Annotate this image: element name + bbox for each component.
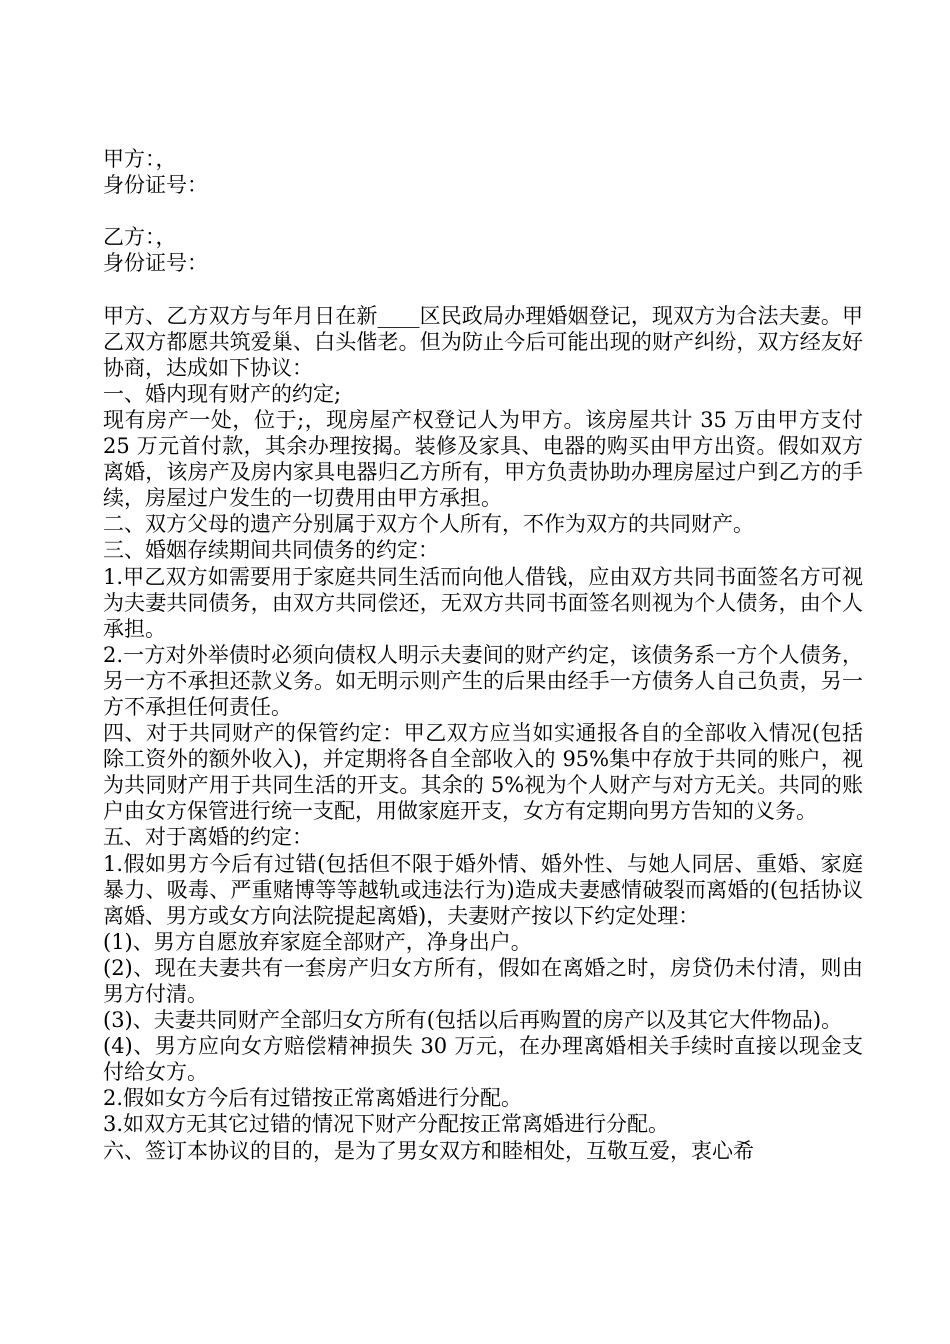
document-page xyxy=(103,146,863,1164)
section-heading: 三、婚姻存续期间共同债务的约定： xyxy=(103,538,439,563)
intro-paragraph: 甲方、乙方双方与年月日在新____区民政局办理婚姻登记，现双方为合法夫妻。甲乙双方都愿共筑爱巢、白头偕老。但为防止今后可能出现的财产纠纷，双方经友好协商，达成如下协议： xyxy=(103,303,863,380)
section-paragraph: (4)、男方应向女方赔偿精神损失 30 万元，在办理离婚相关手续时直接以现金支付给女方。 xyxy=(103,1034,863,1085)
section-paragraph: 四、对于共同财产的保管约定：甲乙双方应当如实通报各自的全部收入情况(包括除工资外的额外收入)，并定期将各自全部收入的 95%集中存放于共同的账户，视为共同财产用于共同生活的开支。其余的 5%视为个人财产与对方无关。共同的账户由女方保管进行统一支配，用做家庭开支，女方有定期向男方告知的义务。 xyxy=(103,721,863,824)
spacer xyxy=(103,276,863,302)
section-paragraph: (2)、现在夫妻共有一套房产归女方所有，假如在离婚之时，房贷仍未付清，则由男方付清。 xyxy=(103,955,863,1006)
party-a-name: 甲方：， xyxy=(103,147,177,171)
party-a-id: 身份证号： xyxy=(103,173,208,198)
section-paragraph: (1)、男方自愿放弃家庭全部财产，净身出户。 xyxy=(103,929,532,954)
section-heading: 二、双方父母的遗产分别属于双方个人所有，不作为双方的共同财产。 xyxy=(103,512,754,537)
party-b-name: 乙方：， xyxy=(103,225,177,250)
section-paragraph: 1.假如男方今后有过错(包括但不限于婚外情、婚外性、与她人同居、重婚、家庭暴力、吸毒、严重赌博等等越轨或违法行为)造成夫妻感情破裂而离婚的(包括协议离婚、男方或女方向法院提起离婚)，夫妻财产按以下约定处理： xyxy=(103,851,863,928)
section-paragraph: (3)、夫妻共同财产全部归女方所有(包括以后再购置的房产以及其它大件物品)。 xyxy=(103,1008,843,1033)
section-heading: 一、婚内现有财产的约定; xyxy=(103,381,342,406)
final-line: 六、签订本协议的目的，是为了男女双方和睦相处，互敬互爱，衷心希 xyxy=(103,1138,754,1163)
party-b-id: 身份证号： xyxy=(103,251,208,276)
section-paragraph: 1.甲乙双方如需要用于家庭共同生活而向他人借钱，应由双方共同书面签名方可视为夫妻共同债务，由双方共同偿还，无双方共同书面签名则视为个人债务，由个人承担。 xyxy=(103,564,863,641)
section-heading: 五、对于离婚的约定： xyxy=(103,825,313,850)
spacer xyxy=(103,198,863,224)
section-paragraph: 2.一方对外举债时必须向债权人明示夫妻间的财产约定，该债务系一方个人债务，另一方不承担还款义务。如无明示则产生的后果由经手一方债务人自己负责，另一方不承担任何责任。 xyxy=(103,642,863,719)
section-paragraph: 3.如双方无其它过错的情况下财产分配按正常离婚进行分配。 xyxy=(103,1112,670,1137)
section-paragraph: 现有房产一处，位于;，现房屋产权登记人为甲方。该房屋共计 35 万由甲方支付 25 万元首付款，其余办理按揭。装修及家具、电器的购买由甲方出资。假如双方离婚，该房产及房内家具电器归乙方所有，甲方负责协助办理房屋过户到乙方的手续，房屋过户发生的一切费用由甲方承担。 xyxy=(103,407,863,511)
section-paragraph: 2.假如女方今后有过错按正常离婚进行分配。 xyxy=(103,1086,523,1111)
